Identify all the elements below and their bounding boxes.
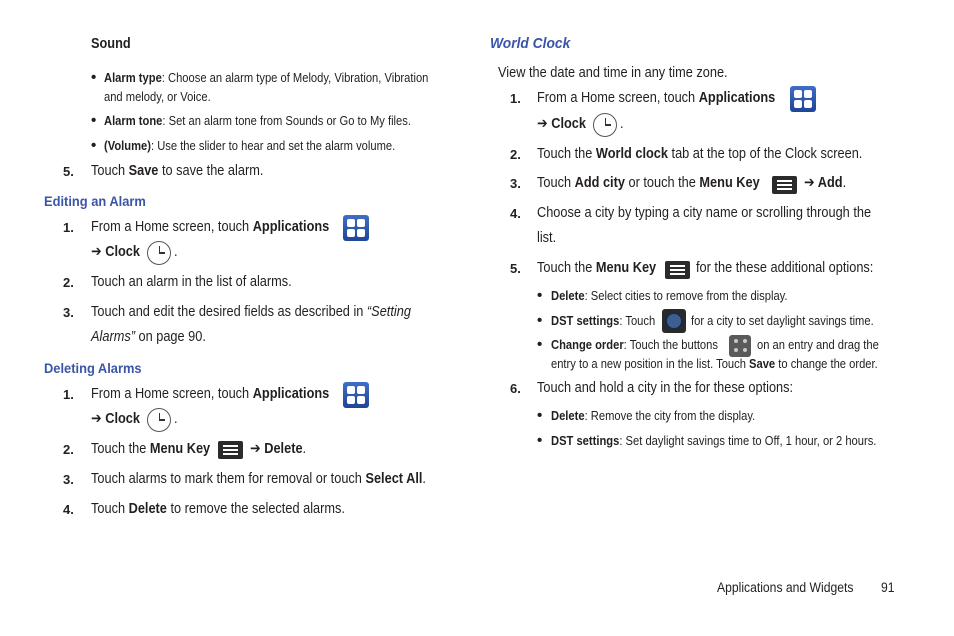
bullet-dst-settings-2: DST settings: Set daylight savings time to Off, 1 hour, or 2 hours. <box>551 433 877 448</box>
world-step-5: Touch the Menu Key <box>537 260 657 276</box>
editing-alarm-heading: Editing an Alarm <box>44 193 146 209</box>
period: . <box>620 116 624 132</box>
delete-step-3: Touch alarms to mark them for removal or touch Select All. <box>91 471 426 487</box>
step-number: 6. <box>510 381 521 396</box>
step-number: 3. <box>510 176 521 191</box>
delete-step-1: From a Home screen, touch Applications <box>91 386 330 402</box>
bullet-icon: • <box>537 312 543 329</box>
deleting-alarms-heading: Deleting Alarms <box>44 360 142 376</box>
bullet-dst-settings-cont: for a city to set daylight savings time. <box>691 313 874 328</box>
bullet-change-order: Change order: Touch the buttons <box>551 337 718 352</box>
clock-icon <box>147 408 171 432</box>
step-save-alarm: Touch Save to save the alarm. <box>91 163 264 179</box>
delete-step-2: Touch the Menu Key <box>91 441 211 457</box>
sound-heading: Sound <box>91 36 131 52</box>
world-step-1-clock: ➔ Clock <box>537 116 587 132</box>
applications-icon <box>790 86 816 112</box>
bullet-volume: (Volume): Use the slider to hear and set the alarm volume. <box>104 138 396 153</box>
step-number: 3. <box>63 305 74 320</box>
bullet-icon: • <box>537 287 543 304</box>
bullet-icon: • <box>91 69 97 86</box>
step-number: 4. <box>510 206 521 221</box>
step-number: 5. <box>510 261 521 276</box>
delete-step-1-clock: ➔ Clock <box>91 411 141 427</box>
bullet-change-order-cont: on an entry and drag the <box>757 337 879 352</box>
edit-step-1: From a Home screen, touch Applications <box>91 219 330 235</box>
world-step-3-add: ➔ Add. <box>804 175 847 191</box>
step-number: 5. <box>63 164 74 179</box>
bullet-dst-settings: DST settings: Touch <box>551 313 656 328</box>
edit-step-3-cont: Alarms” on page 90. <box>91 329 206 345</box>
menu-key-icon <box>665 261 690 279</box>
menu-key-icon <box>218 441 243 459</box>
world-step-1: From a Home screen, touch Applications <box>537 90 776 106</box>
world-step-5-cont: for the these additional options: <box>696 260 874 276</box>
period: . <box>174 244 178 260</box>
world-step-2: Touch the World clock tab at the top of the Clock screen. <box>537 146 863 162</box>
bullet-alarm-type: Alarm type: Choose an alarm type of Melody, Vibration, Vibration <box>104 70 429 85</box>
delete-step-4: Touch Delete to remove the selected alarms. <box>91 501 345 517</box>
grip-handle-icon <box>729 335 751 357</box>
applications-icon <box>343 382 369 408</box>
period: . <box>174 411 178 427</box>
edit-step-2: Touch an alarm in the list of alarms. <box>91 274 292 290</box>
world-step-6: Touch and hold a city in the for these options: <box>537 380 794 396</box>
world-step-3: Touch Add city or touch the Menu Key <box>537 175 760 191</box>
applications-icon <box>343 215 369 241</box>
edit-step-1-clock: ➔ Clock <box>91 244 141 260</box>
edit-step-3: Touch and edit the desired fields as described in “Setting <box>91 304 411 320</box>
bullet-delete: Delete: Select cities to remove from the display. <box>551 288 788 303</box>
menu-key-icon <box>772 176 797 194</box>
page-number: 91 <box>881 580 895 595</box>
step-number: 4. <box>63 502 74 517</box>
step-number: 1. <box>510 91 521 106</box>
bullet-icon: • <box>91 137 97 154</box>
bullet-alarm-tone: Alarm tone: Set an alarm tone from Sounds or Go to My files. <box>104 113 411 128</box>
step-number: 2. <box>63 442 74 457</box>
step-number: 2. <box>510 147 521 162</box>
bullet-icon: • <box>537 432 543 449</box>
bullet-icon: • <box>537 336 543 353</box>
clock-icon <box>147 241 171 265</box>
clock-icon <box>593 113 617 137</box>
world-clock-intro: View the date and time in any time zone. <box>498 65 728 81</box>
world-step-4-cont: list. <box>537 230 557 246</box>
world-step-4: Choose a city by typing a city name or scrolling through the <box>537 205 872 221</box>
step-number: 1. <box>63 387 74 402</box>
delete-step-2-delete: ➔ Delete. <box>250 441 307 457</box>
bullet-alarm-type-cont: and melody, or Voice. <box>104 89 211 104</box>
bullet-change-order-line2: entry to a new position in the list. Touch Save to change the order. <box>551 356 878 371</box>
step-number: 1. <box>63 220 74 235</box>
dst-settings-icon <box>662 309 686 333</box>
bullet-delete-city: Delete: Remove the city from the display. <box>551 408 756 423</box>
bullet-icon: • <box>537 407 543 424</box>
world-clock-heading: World Clock <box>490 35 571 52</box>
step-number: 2. <box>63 275 74 290</box>
step-number: 3. <box>63 472 74 487</box>
bullet-icon: • <box>91 112 97 129</box>
footer-section-title: Applications and Widgets <box>717 580 854 595</box>
